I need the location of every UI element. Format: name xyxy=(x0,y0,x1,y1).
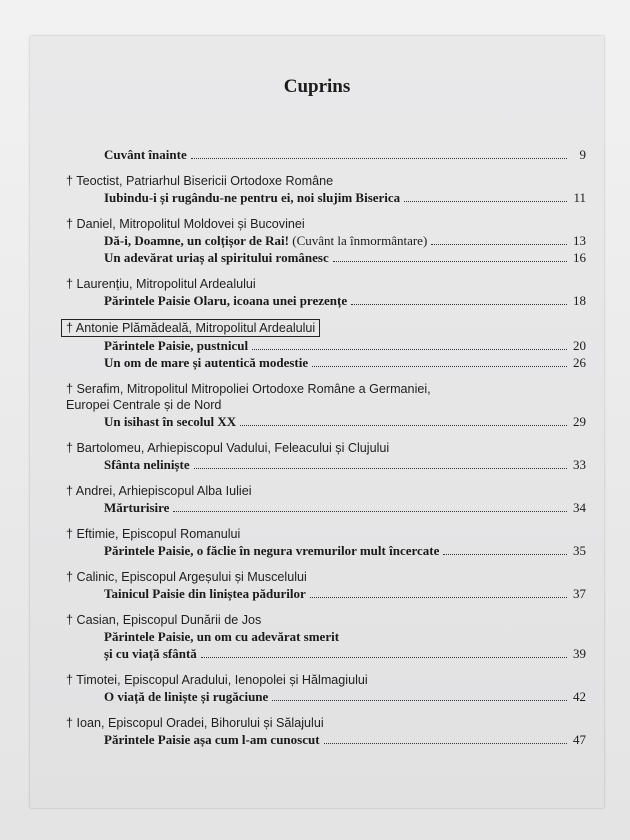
author-line-continued: Europei Centrale și de Nord xyxy=(66,398,222,412)
toc-entry xyxy=(66,354,586,371)
table-of-contents xyxy=(66,146,586,758)
author-line: † Calinic, Episcopul Argeșului și Muscelului xyxy=(66,570,307,584)
book-page xyxy=(30,36,604,808)
dot-leader xyxy=(201,657,567,658)
entry-title: Cuvânt înainte xyxy=(104,147,187,162)
toc-preface xyxy=(66,146,586,163)
entry-title: Părintele Paisie, un om cu adevărat smerit xyxy=(104,629,340,644)
toc-entry xyxy=(66,292,586,309)
dot-leader xyxy=(310,597,567,598)
entry-title: O viață de liniște și rugăciune xyxy=(104,689,269,704)
toc-section xyxy=(66,569,586,602)
entry-page: 9 xyxy=(579,147,586,162)
entry-title: Mărturisire xyxy=(104,500,170,515)
dot-leader xyxy=(404,201,567,202)
dot-leader xyxy=(194,468,567,469)
entry-page: 37 xyxy=(573,586,586,601)
toc-section xyxy=(66,715,586,748)
toc-entry xyxy=(66,628,586,662)
entry-title-line2-row xyxy=(104,645,586,662)
author-line: † Teoctist, Patriarhul Bisericii Ortodoxe Române xyxy=(66,174,334,188)
dot-leader xyxy=(351,304,567,305)
dot-leader xyxy=(324,743,567,744)
entry-title: Părintele Paisie, pustnicul xyxy=(104,338,249,353)
toc-entry xyxy=(66,456,586,473)
entry-page: 20 xyxy=(573,338,586,353)
author-line: † Timotei, Episcopul Aradului, Ienopolei și Hălmagiului xyxy=(66,673,368,687)
entry-note: (Cuvânt la înmormântare) xyxy=(292,233,428,248)
entry-page: 11 xyxy=(573,190,586,205)
entry-page: 39 xyxy=(573,646,586,661)
toc-entry xyxy=(66,249,586,266)
toc-entry xyxy=(66,499,586,516)
entry-page: 16 xyxy=(573,250,586,265)
toc-section xyxy=(66,381,586,430)
toc-entry xyxy=(66,189,586,206)
entry-page: 42 xyxy=(573,689,586,704)
entry-title: Sfânta neliniște xyxy=(104,457,190,472)
entry-title: Tainicul Paisie din liniștea pădurilor xyxy=(104,586,306,601)
toc-section xyxy=(66,173,586,206)
toc-entry xyxy=(66,413,586,430)
author-line: † Eftimie, Episcopul Romanului xyxy=(66,527,241,541)
entry-page: 13 xyxy=(573,233,586,248)
entry-title: Un adevărat uriaș al spiritului românesc xyxy=(104,250,329,265)
author-line: † Casian, Episcopul Dunării de Jos xyxy=(66,613,262,627)
toc-entry xyxy=(66,232,586,249)
entry-title: Un om de mare și autentică modestie xyxy=(104,355,309,370)
toc-entry xyxy=(66,337,586,354)
toc-section xyxy=(66,483,586,516)
author-line: † Serafim, Mitropolitul Mitropoliei Ortodoxe Române a Germaniei, xyxy=(66,382,431,396)
entry-title-continued: și cu viață sfântă xyxy=(104,646,197,661)
entry-page: 33 xyxy=(573,457,586,472)
toc-entry xyxy=(66,542,586,559)
dot-leader xyxy=(272,700,567,701)
author-line-highlighted: † Antonie Plămădeală, Mitropolitul Ardealului xyxy=(61,319,320,337)
entry-title: Părintele Paisie, o făclie în negura vremurilor mult încercate xyxy=(104,543,440,558)
toc-section xyxy=(66,319,586,371)
dot-leader xyxy=(312,366,567,367)
entry-title xyxy=(104,232,427,249)
toc-entry xyxy=(66,688,586,705)
toc-section xyxy=(66,216,586,266)
toc-entry xyxy=(66,146,586,163)
toc-entry xyxy=(66,585,586,602)
dot-leader xyxy=(252,349,567,350)
entry-title: Părintele Paisie Olaru, icoana unei prezențe xyxy=(104,293,348,308)
toc-section xyxy=(66,276,586,309)
entry-title-text: Dă-i, Doamne, un colțișor de Rai! xyxy=(104,233,290,248)
dot-leader xyxy=(191,158,567,159)
author-line: † Daniel, Mitropolitul Moldovei și Bucovinei xyxy=(66,217,305,231)
entry-title: Părintele Paisie așa cum l-am cunoscut xyxy=(104,732,320,747)
toc-section xyxy=(66,672,586,705)
toc-section xyxy=(66,440,586,473)
entry-page: 29 xyxy=(573,414,586,429)
author-line: † Andrei, Arhiepiscopul Alba Iuliei xyxy=(66,484,252,498)
dot-leader xyxy=(333,261,567,262)
dot-leader xyxy=(443,554,567,555)
entry-page: 35 xyxy=(573,543,586,558)
dot-leader xyxy=(240,425,567,426)
author-line: † Ioan, Episcopul Oradei, Bihorului și Sălajului xyxy=(66,716,324,730)
entry-page: 34 xyxy=(573,500,586,515)
dot-leader xyxy=(431,244,567,245)
entry-page: 26 xyxy=(573,355,586,370)
author-line: † Bartolomeu, Arhiepiscopul Vadului, Feleacului și Clujului xyxy=(66,441,390,455)
toc-section xyxy=(66,612,586,662)
entry-page: 47 xyxy=(573,732,586,747)
toc-entry xyxy=(66,731,586,748)
entry-page: 18 xyxy=(573,293,586,308)
entry-title: Iubindu-i și rugându-ne pentru ei, noi slujim Biserica xyxy=(104,190,401,205)
toc-section xyxy=(66,526,586,559)
author-line: † Laurențiu, Mitropolitul Ardealului xyxy=(66,277,256,291)
entry-title: Un isihast în secolul XX xyxy=(104,414,237,429)
dot-leader xyxy=(173,511,567,512)
page-title: Cuprins xyxy=(283,76,351,97)
